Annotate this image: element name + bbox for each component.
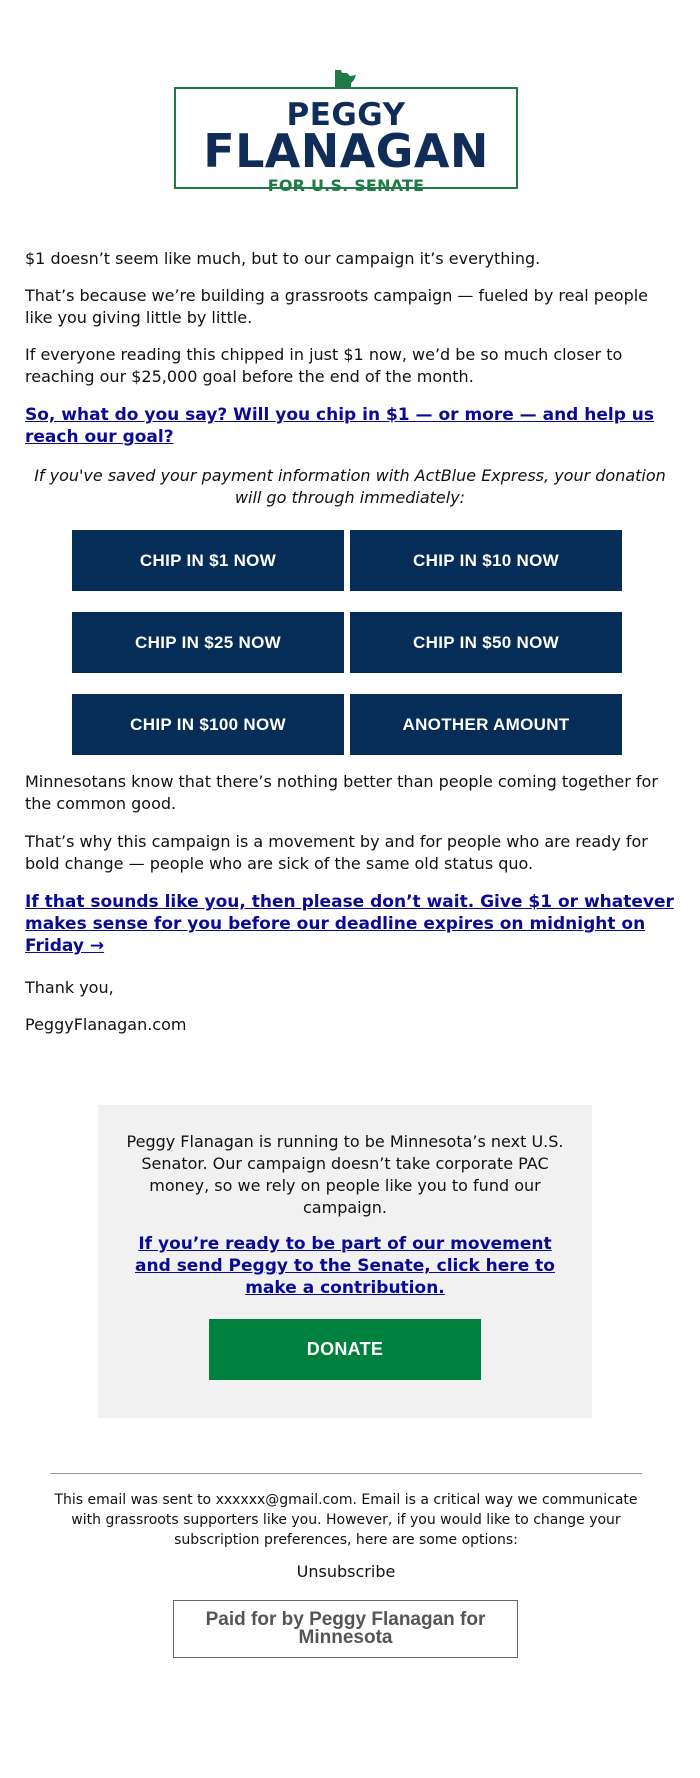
chip-in-1-button[interactable]: CHIP IN $1 NOW xyxy=(72,530,344,591)
paragraph-4: Minnesotans know that there’s nothing better than people coming together for the common good. xyxy=(25,772,658,813)
paid-for-disclaimer: Paid for by Peggy Flanagan for Minnesota xyxy=(173,1600,518,1658)
email-disclaimer: This email was sent to xxxxxx@gmail.com. Email is a critical way we communicate with grassroots supporters like you. However, if you would like to change your subscription preferences, here are some options: xyxy=(54,1492,638,1548)
paragraph-3: If everyone reading this chipped in just $1 now, we’d be so much closer to reaching our $25,000 goal before the end of the month. xyxy=(25,345,623,386)
call-to-action-paragraph xyxy=(25,404,675,448)
signoff: Thank you, xyxy=(25,978,114,997)
deadline-paragraph xyxy=(25,891,675,957)
campaign-logo xyxy=(174,70,522,194)
chip-in-10-button[interactable]: CHIP IN $10 NOW xyxy=(350,530,622,591)
actblue-note: If you've saved your payment information with ActBlue Express, your donation will go through immediately: xyxy=(34,466,666,507)
donate-button[interactable]: DONATE xyxy=(209,1319,481,1380)
deadline-link[interactable]: If that sounds like you, then please don’t wait. Give $1 or whatever makes sense for you before our deadline expires on midnight on Friday → xyxy=(25,892,674,956)
footer-divider xyxy=(50,1473,642,1474)
chip-in-50-button[interactable]: CHIP IN $50 NOW xyxy=(350,612,622,673)
chip-in-25-button[interactable]: CHIP IN $25 NOW xyxy=(72,612,344,673)
unsubscribe-link[interactable]: Unsubscribe xyxy=(296,1562,396,1581)
chip-in-100-button[interactable]: CHIP IN $100 NOW xyxy=(72,694,344,755)
logo-subtitle: FOR U.S. SENATE xyxy=(267,176,425,195)
paragraph-1: $1 doesn’t seem like much, but to our campaign it’s everything. xyxy=(25,249,541,268)
contribution-link[interactable]: If you’re ready to be part of our movement and send Peggy to the Senate, click here to make a contribution. xyxy=(135,1234,555,1298)
paragraph-2: That’s because we’re building a grassroots campaign — fueled by real people like you giving little by little. xyxy=(25,286,649,327)
logo-peggy: PEGGY xyxy=(286,97,406,133)
logo-flanagan: FLANAGAN xyxy=(203,124,489,178)
another-amount-button[interactable]: ANOTHER AMOUNT xyxy=(350,694,622,755)
paragraph-5: That’s why this campaign is a movement by and for people who are ready for bold change — people who are sick of the same old status quo. xyxy=(25,832,648,873)
chip-in-link[interactable]: So, what do you say? Will you chip in $1 — or more — and help us reach our goal? xyxy=(25,405,655,447)
campaign-info-box xyxy=(98,1105,592,1418)
campaign-info-text: Peggy Flanagan is running to be Minnesota’s next U.S. Senator. Our campaign doesn’t take corporate PAC money, so we rely on people like you to fund our campaign. xyxy=(126,1132,564,1217)
website-signature: PeggyFlanagan.com xyxy=(25,1015,187,1034)
